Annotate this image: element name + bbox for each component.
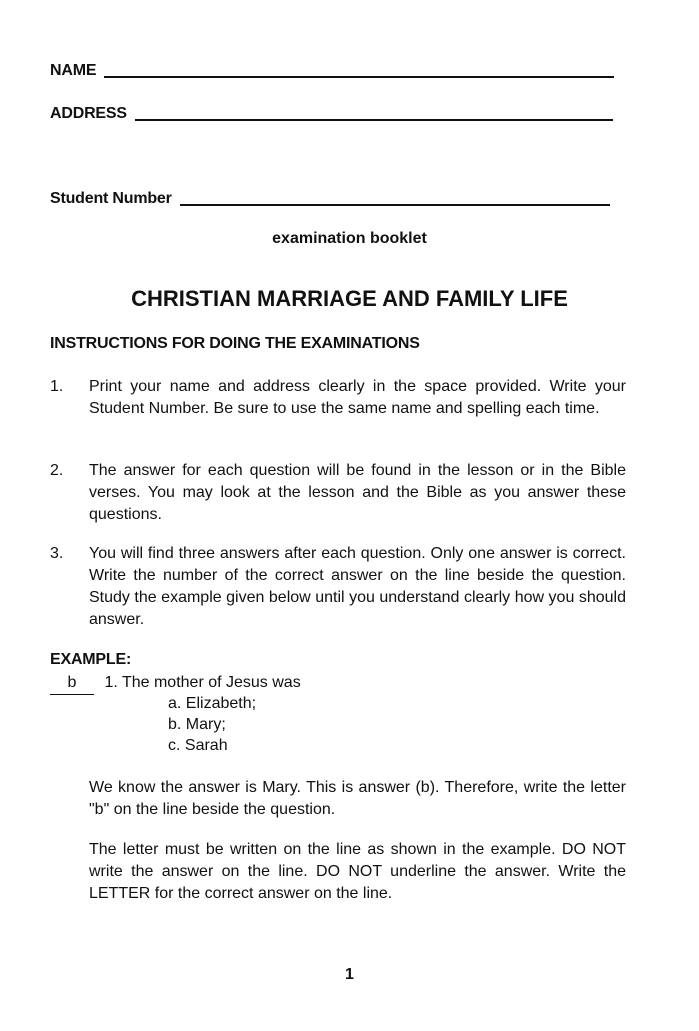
page-number: 1	[345, 966, 354, 983]
address-input-line[interactable]	[135, 119, 613, 121]
address-label: ADDRESS	[50, 105, 127, 122]
student-number-field	[50, 190, 610, 208]
example-answer-line[interactable]: b	[50, 672, 94, 695]
instruction-number: 3.	[50, 545, 64, 562]
name-field	[50, 62, 614, 80]
example-option: c. Sarah	[168, 737, 228, 754]
example-option: b. Mary;	[168, 716, 226, 733]
student-number-input-line[interactable]	[180, 204, 610, 206]
example-heading: EXAMPLE:	[50, 651, 132, 668]
instructions-heading: INSTRUCTIONS FOR DOING THE EXAMINATIONS	[50, 335, 420, 352]
example-rule: The letter must be written on the line as shown in the example. DO NOT write the answer on the line. DO NOT underline the answer. Write the LETTER for the correct answer on the line.	[89, 841, 626, 902]
address-field	[50, 105, 613, 123]
instruction-text: You will find three answers after each question. Only one answer is correct. Write the number of the correct answer on the line beside the question. Study the example given below until you understand clearly how you should answer.	[89, 545, 626, 628]
booklet-subtitle: examination booklet	[272, 230, 427, 247]
instruction-text: Print your name and address clearly in the space provided. Write your Student Number. Be sure to use the same name and spelling each time.	[89, 378, 626, 417]
instruction-number: 2.	[50, 462, 64, 479]
example-question-text: 1. The mother of Jesus was	[104, 674, 301, 691]
instruction-number: 1.	[50, 378, 64, 395]
example-option: a. Elizabeth;	[168, 695, 257, 712]
example-question	[50, 672, 301, 695]
student-number-label: Student Number	[50, 190, 172, 207]
name-input-line[interactable]	[104, 76, 614, 78]
page-title: CHRISTIAN MARRIAGE AND FAMILY LIFE	[131, 286, 568, 311]
example-explanation: We know the answer is Mary. This is answer (b). Therefore, write the letter "b" on the line beside the question.	[89, 779, 626, 818]
instruction-text: The answer for each question will be found in the lesson or in the Bible verses. You may look at the lesson and the Bible as you answer these questions.	[89, 462, 626, 523]
name-label: NAME	[50, 62, 97, 79]
